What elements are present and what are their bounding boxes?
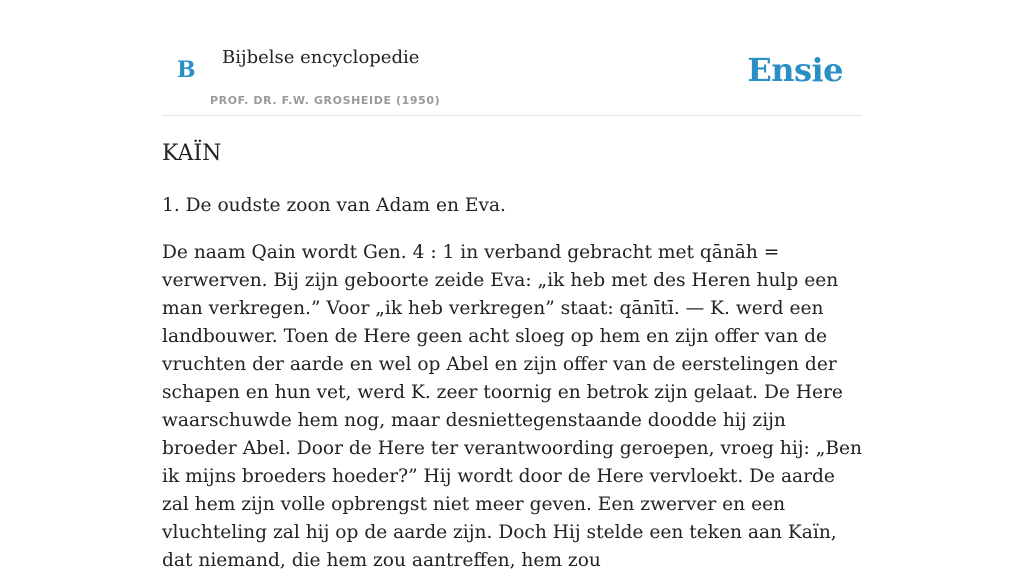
book-header [162, 0, 862, 116]
book-author: PROF. DR. F.W. GROSHEIDE (1950) [210, 94, 441, 107]
entry-paragraph: 1. De oudste zoon van Adam en Eva. [162, 195, 506, 216]
page-content [162, 0, 862, 571]
entry-paragraph: De naam Qain wordt Gen. 4 : 1 in verband gebracht met qānāh = verwerven. Bij zijn geboorte zeide Eva: „ik heb met des Heren hulp een man verkregen.” Voor „ik heb verkregen” staat: qānītī. — K. werd een landbouwer. Toen de Here geen acht sloeg op hem en zijn offer van de vruchten der aarde en wel op Abel en zijn offer van de eerstelingen der schapen en hun vet, werd K. zeer toornig en betrok zijn gelaat. De Here waarschuwde hem nog, maar desniettegenstaande doodde hij zijn broeder Abel. Door de Here ter verantwoording geroepen, vroeg hij: „Ben ik mijns broeders hoeder?” Hij wordt door de Here vervloekt. De aarde zal hem zijn volle opbrengst niet meer geven. Een zwerver en een vluchteling zal hij op de aarde zijn. Doch Hij stelde een teken aan Kaïn, dat niemand, die hem zou aantreffen, hem zou [162, 242, 862, 571]
book-letter-badge: B [177, 57, 196, 83]
ensie-logo-link[interactable]: Ensie [747, 51, 843, 89]
entry-title: KAÏN [162, 141, 222, 166]
book-title-link[interactable]: Bijbelse encyclopedie [222, 47, 420, 68]
